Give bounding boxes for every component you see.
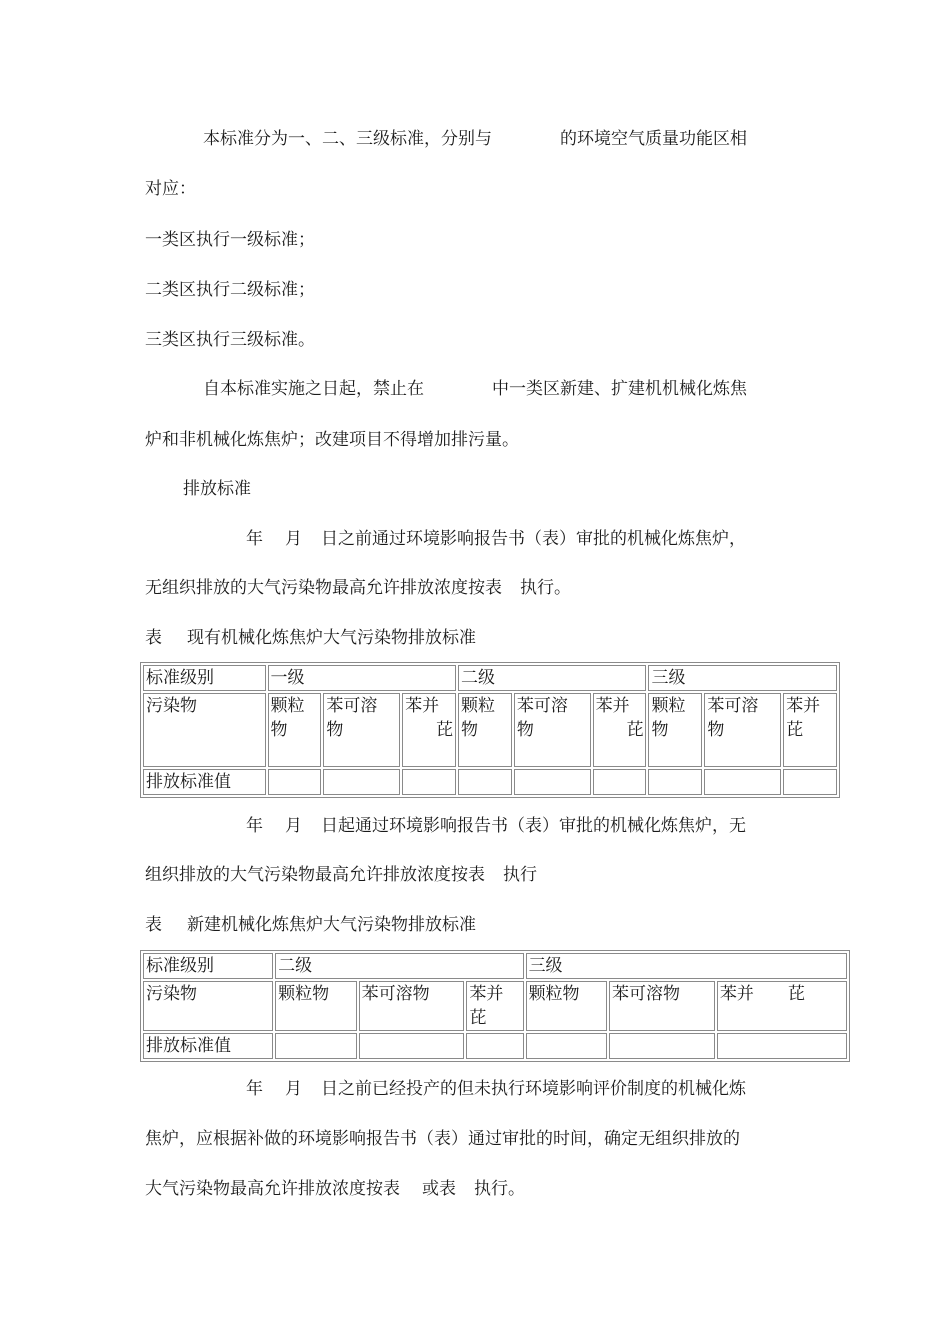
text: 苯并 bbox=[405, 696, 440, 716]
text: 芘 bbox=[469, 1008, 487, 1028]
pollutant-bap bbox=[402, 693, 456, 767]
text: 日之前已经投产的但未执行环境影响评价制度的机械化炼 bbox=[321, 1079, 746, 1099]
text: 日起通过环境影响报告书（表）审批的机械化炼焦炉，无 bbox=[321, 816, 746, 836]
text: 苯并 bbox=[786, 696, 821, 716]
paragraph-line bbox=[246, 1078, 746, 1100]
text: 苯可溶 bbox=[326, 696, 378, 716]
paragraph-line bbox=[246, 815, 746, 837]
value-cell bbox=[593, 769, 647, 795]
pollutant-bap bbox=[783, 693, 837, 767]
text: 物 bbox=[516, 720, 534, 740]
text: 苯可溶 bbox=[707, 696, 759, 716]
text: 执行 bbox=[503, 865, 537, 885]
text: 的环境空气质量功能区相 bbox=[560, 129, 747, 149]
text: 芘 bbox=[786, 720, 804, 740]
pollutant-bap bbox=[466, 981, 523, 1031]
text: 颗粒 bbox=[651, 696, 686, 716]
value-cell bbox=[704, 769, 781, 795]
existing-standard-table bbox=[140, 662, 840, 798]
text: 表 bbox=[145, 915, 162, 935]
level-3: 三级 bbox=[648, 665, 837, 691]
value-cell bbox=[323, 769, 400, 795]
text: 大气污染物最高允许排放浓度按表 bbox=[145, 1179, 400, 1199]
pollutant-bsm bbox=[704, 693, 781, 767]
paragraph-line: 焦炉，应根据补做的环境影响报告书（表）通过审批的时间，确定无组织排放的 bbox=[145, 1129, 740, 1149]
text: 执行。 bbox=[474, 1179, 525, 1199]
text: 物 bbox=[270, 720, 288, 740]
value-cell bbox=[609, 1033, 715, 1059]
table-caption bbox=[145, 627, 476, 649]
pollutant-header: 污染物 bbox=[143, 981, 273, 1031]
text: 苯并 bbox=[469, 984, 504, 1004]
text: 新建机械化炼焦炉大气污染物排放标准 bbox=[187, 915, 476, 935]
text: 苯并 bbox=[595, 696, 630, 716]
text: 月 bbox=[285, 529, 302, 549]
level-1: 一级 bbox=[268, 665, 456, 691]
text: 或表 bbox=[422, 1179, 456, 1199]
paragraph-line: 对应： bbox=[145, 179, 196, 199]
text: 自本标准实施之日起，禁止在 bbox=[203, 379, 424, 399]
pollutant-bap bbox=[593, 693, 647, 767]
text: 年 bbox=[246, 529, 263, 549]
pollutant-particle: 颗粒物 bbox=[526, 981, 607, 1031]
text: 月 bbox=[285, 1079, 302, 1099]
paragraph-line bbox=[203, 378, 747, 400]
paragraph-line bbox=[246, 528, 746, 550]
list-item: 三类区执行三级标准。 bbox=[145, 330, 315, 350]
value-cell bbox=[466, 1033, 523, 1059]
value-cell bbox=[783, 769, 837, 795]
text: 无组织排放的大气污染物最高允许排放浓度按表 bbox=[145, 578, 502, 598]
list-item: 一类区执行一级标准； bbox=[145, 230, 315, 250]
text: 年 bbox=[246, 816, 263, 836]
text: 组织排放的大气污染物最高允许排放浓度按表 bbox=[145, 865, 485, 885]
value-cell bbox=[458, 769, 512, 795]
value-cell bbox=[359, 1033, 465, 1059]
section-heading: 排放标准 bbox=[183, 479, 251, 499]
new-standard-table bbox=[140, 950, 850, 1062]
text: 颗粒 bbox=[461, 696, 495, 716]
pollutant-bsm: 苯可溶物 bbox=[609, 981, 715, 1031]
table-caption bbox=[145, 914, 476, 936]
paragraph-line bbox=[145, 864, 537, 886]
text: 日之前通过环境影响报告书（表）审批的机械化炼焦炉， bbox=[321, 529, 746, 549]
text: 中一类区新建、扩建机机械化炼焦 bbox=[492, 379, 747, 399]
level-2: 二级 bbox=[275, 953, 523, 979]
value-header: 排放标准值 bbox=[143, 1033, 273, 1059]
paragraph-line bbox=[145, 577, 571, 599]
text: 物 bbox=[461, 720, 478, 740]
text: 苯可溶 bbox=[516, 696, 568, 716]
text: 月 bbox=[285, 816, 302, 836]
value-cell bbox=[717, 1033, 847, 1059]
value-cell bbox=[526, 1033, 607, 1059]
level-header: 标准级别 bbox=[143, 665, 266, 691]
pollutant-particle bbox=[648, 693, 702, 767]
pollutant-bap: 苯并 芘 bbox=[717, 981, 847, 1031]
list-item: 二类区执行二级标准； bbox=[145, 280, 315, 300]
value-cell bbox=[648, 769, 702, 795]
text: 表 bbox=[145, 628, 162, 648]
text: 物 bbox=[707, 720, 725, 740]
value-cell bbox=[402, 769, 456, 795]
paragraph-line: 炉和非机械化炼焦炉；改建项目不得增加排污量。 bbox=[145, 430, 519, 450]
value-header: 排放标准值 bbox=[143, 769, 266, 795]
text: 物 bbox=[651, 720, 669, 740]
value-cell bbox=[514, 769, 591, 795]
level-3: 三级 bbox=[526, 953, 847, 979]
pollutant-particle bbox=[458, 693, 512, 767]
text: 本标准分为一、二、三级标准，分别与 bbox=[203, 129, 492, 149]
pollutant-bsm bbox=[514, 693, 591, 767]
level-header: 标准级别 bbox=[143, 953, 273, 979]
paragraph-line bbox=[145, 1178, 525, 1200]
text: 芘 bbox=[626, 720, 644, 740]
value-cell bbox=[268, 769, 322, 795]
value-cell bbox=[275, 1033, 356, 1059]
text: 年 bbox=[246, 1079, 263, 1099]
pollutant-particle bbox=[268, 693, 322, 767]
pollutant-bsm bbox=[323, 693, 400, 767]
text: 执行。 bbox=[520, 578, 571, 598]
pollutant-bsm: 苯可溶物 bbox=[359, 981, 465, 1031]
text: 颗粒 bbox=[270, 696, 305, 716]
pollutant-particle: 颗粒物 bbox=[275, 981, 356, 1031]
paragraph-line bbox=[203, 128, 747, 150]
level-2: 二级 bbox=[458, 665, 646, 691]
text: 物 bbox=[326, 720, 344, 740]
pollutant-header: 污染物 bbox=[143, 693, 266, 767]
text: 现有机械化炼焦炉大气污染物排放标准 bbox=[187, 628, 476, 648]
text: 芘 bbox=[436, 720, 453, 740]
